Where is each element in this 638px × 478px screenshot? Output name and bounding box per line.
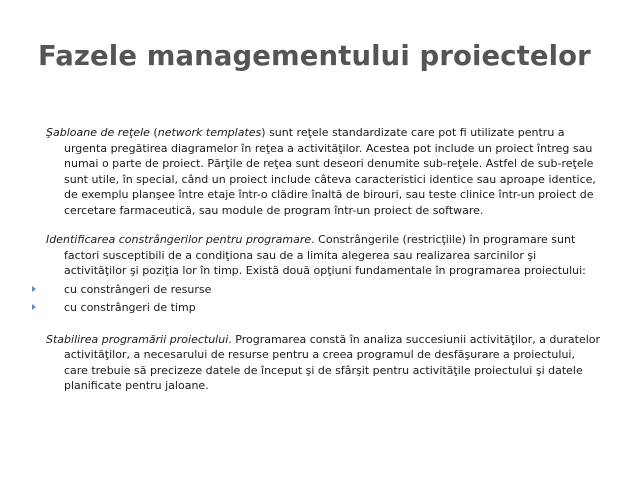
slide-body xyxy=(46,125,602,394)
paragraph-constraints xyxy=(46,232,602,279)
term-scheduling: Stabilirea programării proiectului xyxy=(46,332,229,346)
term-constraints: Identificarea constrângerilor pentru programare xyxy=(46,233,312,246)
paren-open: ( xyxy=(149,126,158,139)
bullet-text: cu constrângeri de timp xyxy=(64,301,196,314)
list-item xyxy=(46,300,602,316)
list-item xyxy=(46,282,602,298)
paragraph-text: ) sunt reţele standardizate care pot fi utilizate pentru a urgenta pregătirea diagramelor în reţea a activităţilor. Acestea pot include un proiect întreg sau numai o parte de proiect. Părţile de reţea sunt deseori denumite sub-reţele. Astfel de sub-reţele sunt utile, în special, când un proiect include câteva caracteristici identice sau aproape identice, de exemplu planşee între etaje într-o clădire înaltă de birouri, sau teste clinice într-un proiect de cercetare farmaceutică, sau module de program într-un proiect de software. xyxy=(64,126,596,217)
bullet-arrow-icon xyxy=(32,304,36,310)
term-english: network templates xyxy=(157,126,262,139)
bullet-list xyxy=(46,282,602,316)
paragraph-scheduling xyxy=(46,332,602,394)
bullet-arrow-icon xyxy=(32,286,36,292)
paragraph-text: . Programarea constă în analiza succesiunii activităţilor, a duratelor activităţilor, a necesarului de resurse pentru a creea programul de desfăşurare a proiectului, care trebuie să precizeze datele de început şi de sfârşit pentru activităţile proiectului şi datele planificate pentru jaloane. xyxy=(64,332,601,392)
slide-title: Fazele managementului proiectelor xyxy=(38,40,591,72)
paragraph-text: . Constrângerile (restricţiile) în programare sunt factori susceptibili de a condiţiona sau de a limita alegerea sau realizarea sarcinilor şi activităţilor şi poziţia lor în timp. Există două opţiuni fundamentale în programarea proiectului: xyxy=(64,233,586,277)
paragraph-network-templates xyxy=(46,125,602,218)
term-network-templates: Şabloane de reţele xyxy=(46,126,150,139)
scheduling-section xyxy=(46,332,602,394)
constraints-section xyxy=(46,232,602,316)
bullet-text: cu constrângeri de resurse xyxy=(64,282,212,296)
